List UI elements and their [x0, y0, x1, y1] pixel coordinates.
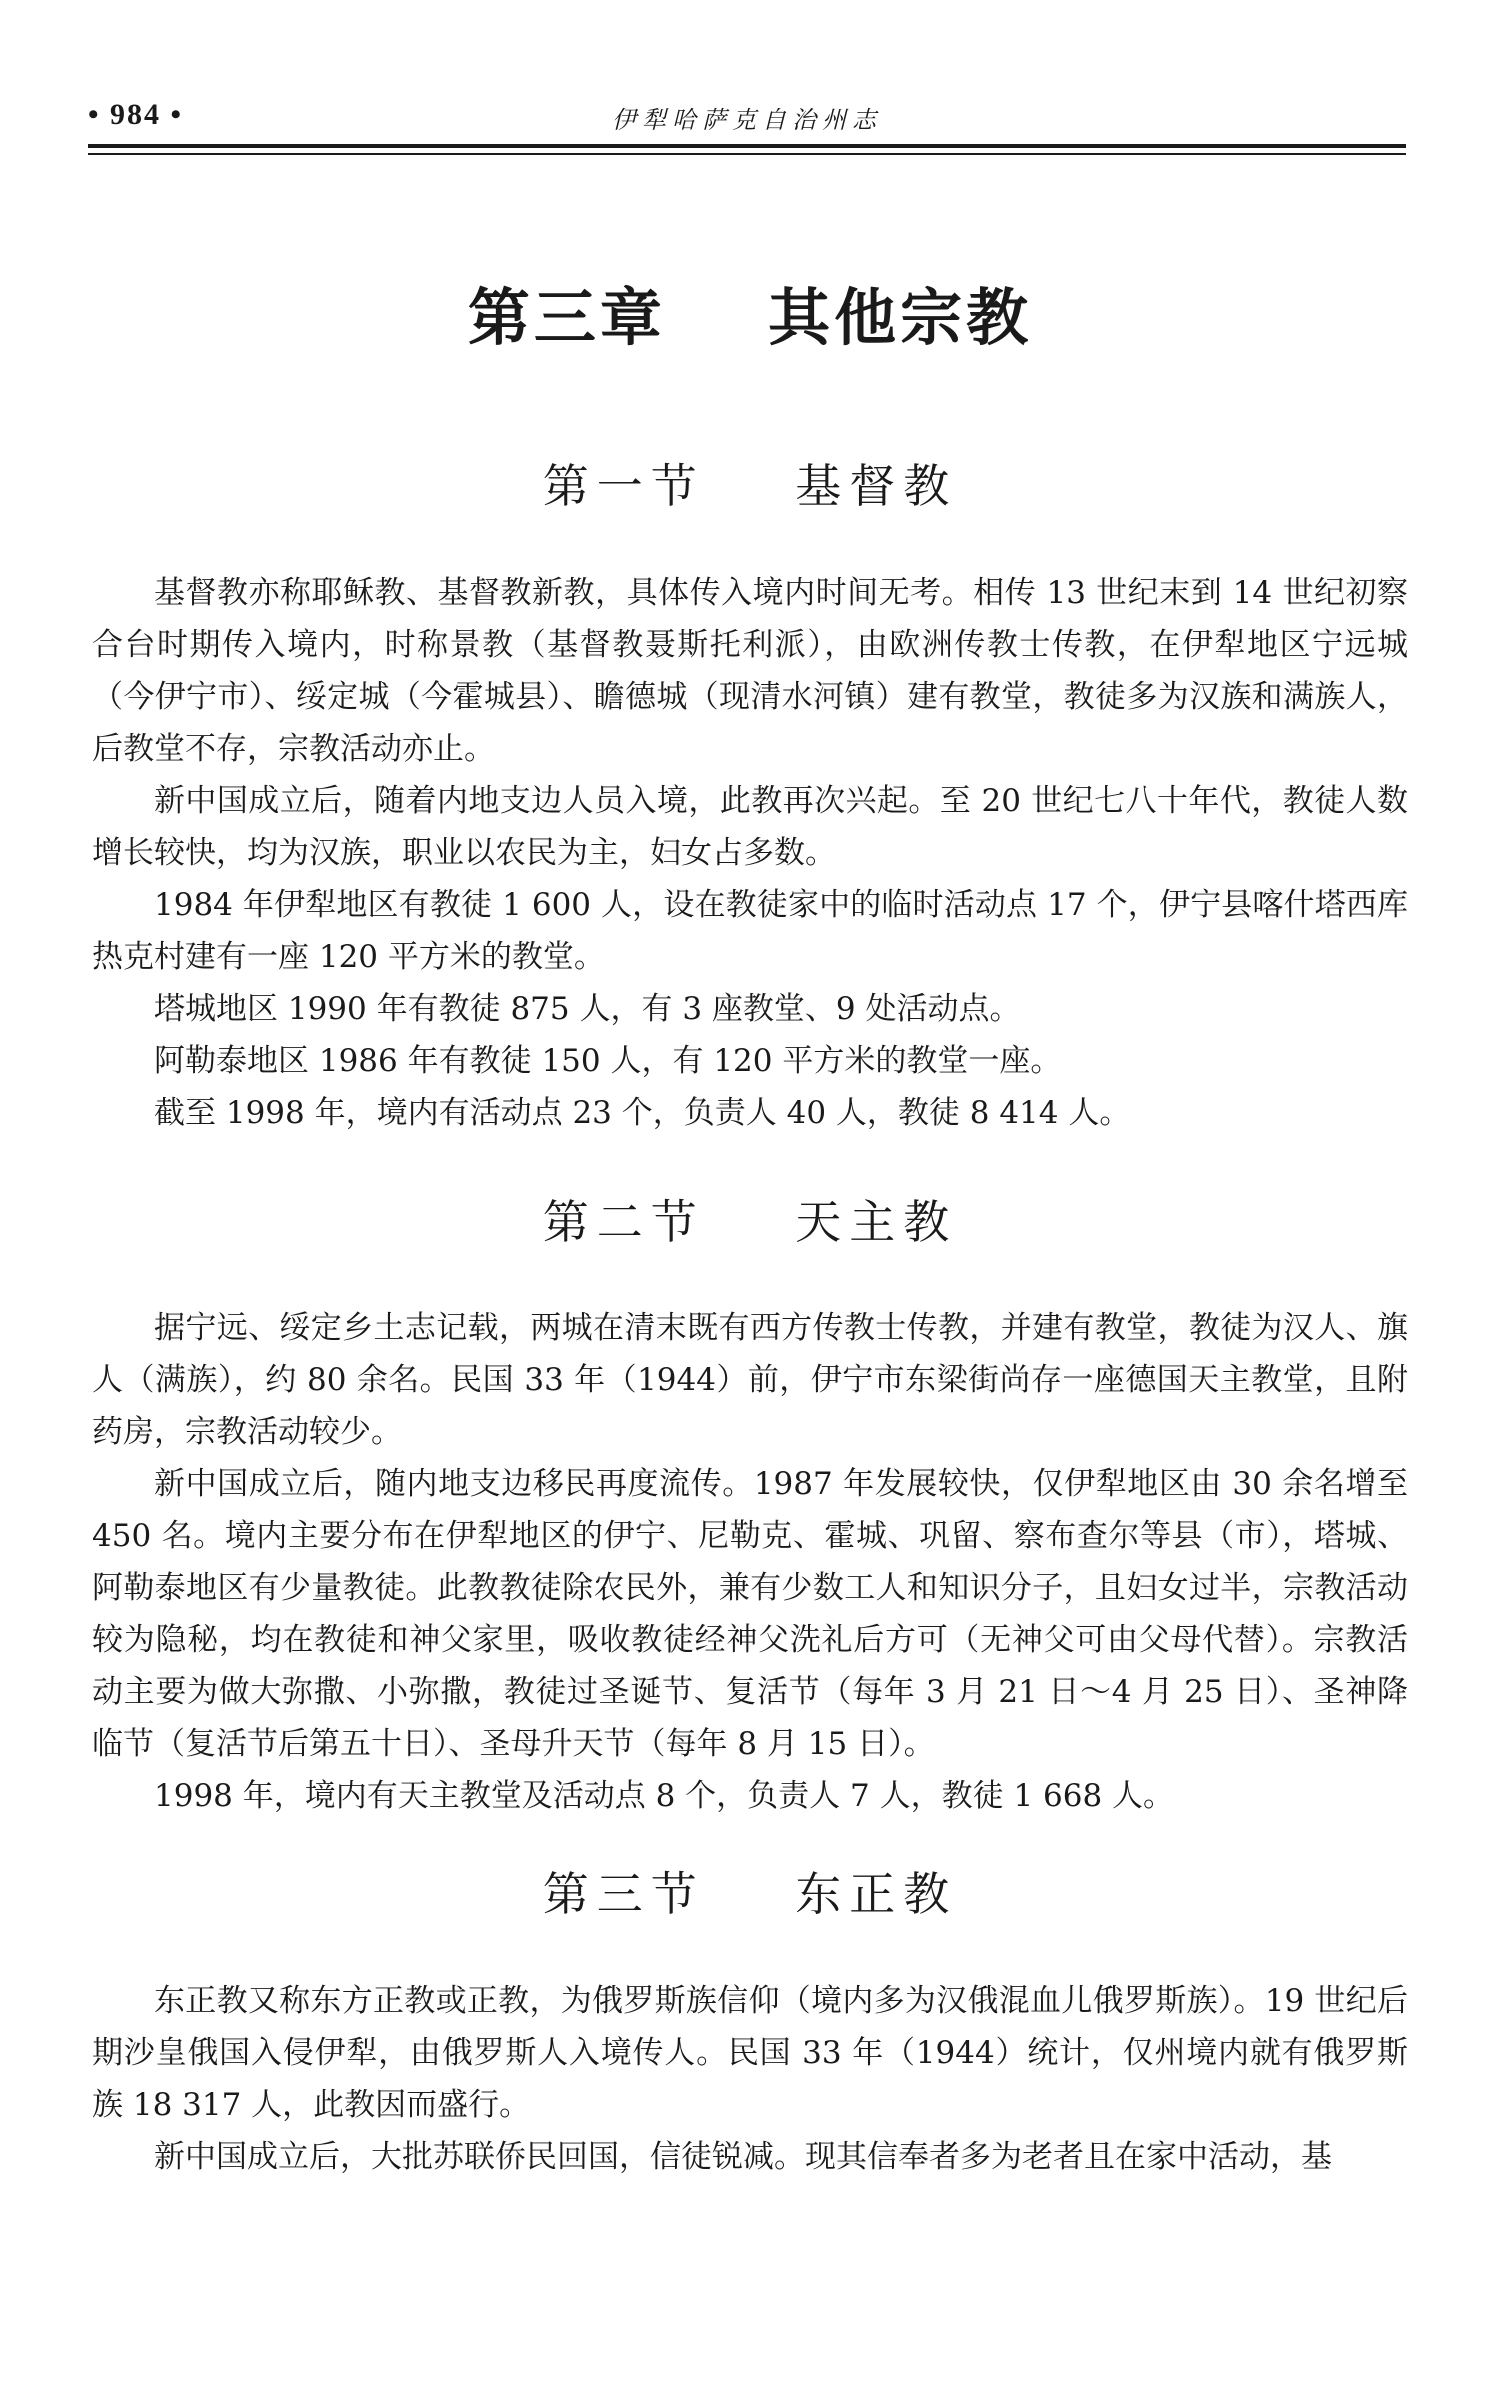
- section-title-catholicism: 第二节 天主教: [542, 1195, 958, 1249]
- paragraph: 基督教亦称耶稣教、基督教新教，具体传入境内时间无考。相传 13 世纪末到 14 世纪初察合台时期传入境内，时称景教（基督教聂斯托利派），由欧洲传教士传教，在伊犁地区宁远城（今伊宁市）、绥定城（今霍城县）、瞻德城（现清水河镇）建有教堂，教徒多为汉族和满族人，后教堂不存，宗教活动亦止。: [92, 575, 1408, 767]
- page-header: [88, 98, 1406, 142]
- section-title-orthodoxy: 第三节 东正教: [542, 1867, 958, 1921]
- paragraph: 塔城地区 1990 年有教徒 875 人，有 3 座教堂、9 处活动点。: [154, 991, 1021, 1027]
- paragraph: 据宁远、绥定乡土志记载，两城在清末既有西方传教士传教，并建有教堂，教徒为汉人、旗人（满族），约 80 余名。民国 33 年（1944）前，伊宁市东梁街尚存一座德国天主教堂，且附药房，宗教活动较少。: [92, 1310, 1408, 1450]
- section-body-orthodoxy: [92, 1975, 1408, 2183]
- paragraph: 新中国成立后，随着内地支边人员入境，此教再次兴起。至 20 世纪七八十年代，教徒人数增长较快，均为汉族，职业以农民为主，妇女占多数。: [92, 783, 1408, 871]
- paragraph: 东正教又称东方正教或正教，为俄罗斯族信仰（境内多为汉俄混血儿俄罗斯族）。19 世纪后期沙皇俄国入侵伊犁，由俄罗斯人入境传人。民国 33 年（1944）统计，仅州境内就有俄罗斯族 18 317 人，此教因而盛行。: [92, 1983, 1408, 2123]
- chapter-title: 第三章 其他宗教: [467, 281, 1033, 354]
- header-rule-thin: [88, 153, 1406, 155]
- paragraph: 截至 1998 年，境内有活动点 23 个，负责人 40 人，教徒 8 414 人。: [154, 1095, 1131, 1131]
- paragraph: 新中国成立后，大批苏联侨民回国，信徒锐减。现其信奉者多为老者且在家中活动，基: [154, 2139, 1332, 2175]
- paragraph: 阿勒泰地区 1986 年有教徒 150 人，有 120 平方米的教堂一座。: [154, 1043, 1062, 1079]
- header-rule-thick: [88, 144, 1406, 148]
- paragraph: 新中国成立后，随内地支边移民再度流传。1987 年发展较快，仅伊犁地区由 30 余名增至 450 名。境内主要分布在伊犁地区的伊宁、尼勒克、霍城、巩留、察布查尔等县（市），塔城、阿勒泰地区有少量教徒。此教教徒除农民外，兼有少数工人和知识分子，且妇女过半，宗教活动较为隐秘，均在教徒和神父家里，吸收教徒经神父洗礼后方可（无神父可由父母代替）。宗教活动主要为做大弥撒、小弥撒，教徒过圣诞节、复活节（每年 3 月 21 日～4 月 25 日）、圣神降临节（复活节后第五十日）、圣母升天节（每年 8 月 15 日）。: [92, 1466, 1408, 1762]
- paragraph: 1998 年，境内有天主教堂及活动点 8 个，负责人 7 人，教徒 1 668 人。: [154, 1778, 1175, 1814]
- section-body-catholicism: [92, 1302, 1408, 1822]
- running-title: 伊犁哈萨克自治州志: [612, 106, 882, 134]
- page-number: • 984 •: [88, 98, 184, 131]
- section-body-christianity: [92, 567, 1408, 1139]
- section-title-christianity: 第一节 基督教: [542, 459, 958, 513]
- paragraph: 1984 年伊犁地区有教徒 1 600 人，设在教徒家中的临时活动点 17 个，伊宁县喀什塔西库热克村建有一座 120 平方米的教堂。: [92, 887, 1408, 975]
